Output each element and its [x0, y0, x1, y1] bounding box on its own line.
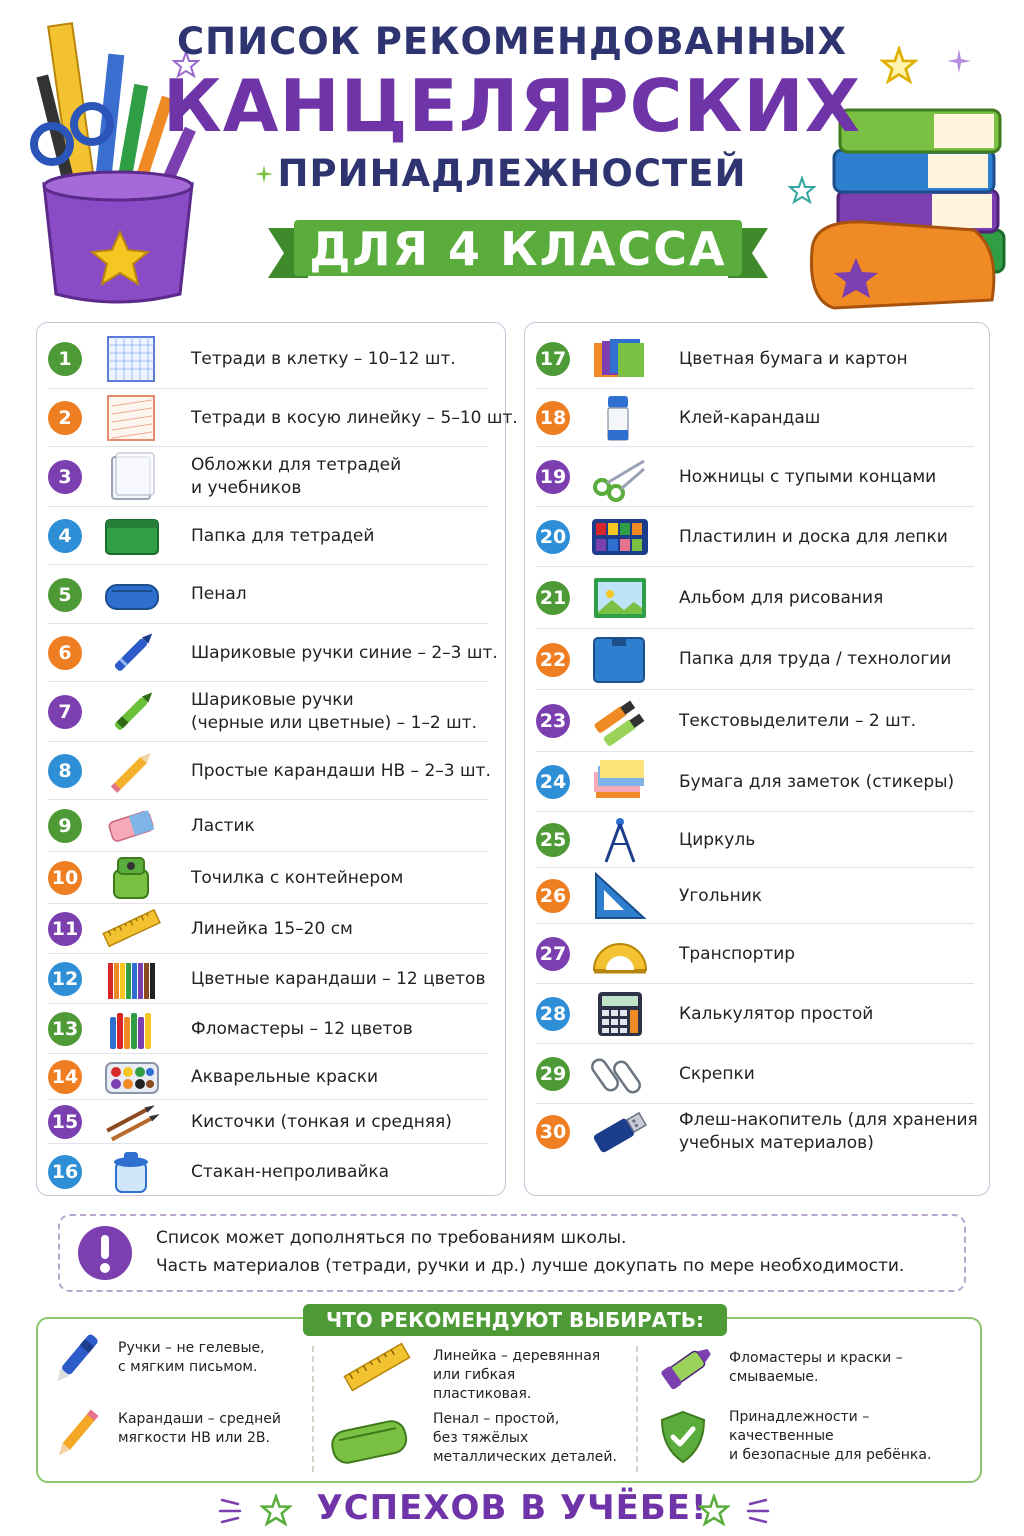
footer-wish: УСПЕХОВ В УЧЁБЕ!: [316, 1488, 708, 1528]
tip-text: Фломастеры и краски – смываемые.: [729, 1350, 903, 1385]
tip-text: Пенал – простой, без тяжёлых металлических деталей.: [433, 1411, 617, 1465]
grade-ribbon-text: ДЛЯ 4 КЛАССА: [309, 222, 727, 276]
item-number: 4: [48, 519, 82, 553]
row-divider: [48, 446, 488, 447]
row-divider: [536, 751, 974, 752]
item-number: 19: [536, 460, 570, 494]
ruler-icon: [102, 903, 162, 955]
green-pen-icon: [102, 686, 162, 738]
pencil-case-icon: [102, 569, 162, 621]
row-divider: [536, 1043, 974, 1044]
item-label: Обложки для тетрадей и учебников: [191, 455, 402, 498]
item-number: 9: [48, 809, 82, 843]
item-number: 1: [48, 342, 82, 376]
color-paper-icon: [590, 333, 650, 385]
item-number: 24: [536, 765, 570, 799]
item-label: Простые карандаши НВ – 2–3 шт.: [191, 760, 491, 781]
paperclips-icon: [590, 1048, 650, 1100]
row-divider: [536, 1103, 974, 1104]
row-divider: [48, 623, 488, 624]
compass-icon: [590, 814, 650, 866]
row-divider: [536, 983, 974, 984]
water-cup-icon: [102, 1146, 162, 1198]
row-divider: [48, 741, 488, 742]
item-number: 5: [48, 578, 82, 612]
item-number: 3: [48, 460, 82, 494]
item-label: Скрепки: [679, 1063, 755, 1084]
sketchbook-icon: [590, 572, 650, 624]
item-number: 21: [536, 581, 570, 615]
item-number: 20: [536, 520, 570, 554]
item-number: 28: [536, 997, 570, 1031]
item-label: Альбом для рисования: [679, 587, 884, 608]
sparkle-lines-icon: [218, 1496, 244, 1526]
lined-notebook-icon: [102, 392, 162, 444]
item-label: Бумага для заметок (стикеры): [679, 771, 955, 792]
item-label: Цветные карандаши – 12 цветов: [191, 968, 486, 989]
item-label: Тетради в косую линейку – 5–10 шт.: [191, 407, 518, 428]
tip-text: Ручки – не гелевые, с мягким письмом.: [118, 1340, 265, 1375]
row-divider: [536, 566, 974, 567]
cover-icon: [102, 451, 162, 503]
row-divider: [48, 1143, 488, 1144]
item-label: Текстовыделители – 2 шт.: [679, 710, 916, 731]
title-line-2: КАНЦЕЛЯРСКИХ: [162, 64, 862, 148]
item-label: Калькулятор простой: [679, 1003, 874, 1024]
item-number: 27: [536, 937, 570, 971]
usb-drive-icon: [590, 1106, 650, 1158]
blue-pen-icon: [102, 627, 162, 679]
star-icon: [698, 1494, 730, 1526]
item-number: 6: [48, 636, 82, 670]
item-number: 14: [48, 1060, 82, 1094]
item-label: Пластилин и доска для лепки: [679, 526, 948, 547]
item-number: 13: [48, 1012, 82, 1046]
item-number: 30: [536, 1115, 570, 1149]
item-label: Акварельные краски: [191, 1066, 379, 1087]
shield-check-icon: [660, 1410, 706, 1464]
highlighter-icon: [590, 695, 650, 747]
set-square-icon: [590, 870, 650, 922]
row-divider: [48, 564, 488, 565]
note-line-1: Список может дополняться по требованиям школы.: [156, 1228, 627, 1248]
eraser-icon: [102, 800, 162, 852]
item-label: Циркуль: [679, 829, 756, 850]
folder-icon: [102, 510, 162, 562]
item-number: 23: [536, 704, 570, 738]
blue-folder-icon: [590, 634, 650, 686]
item-label: Ножницы с тупыми концами: [679, 466, 937, 487]
calculator-icon: [590, 988, 650, 1040]
tip-text: Принадлежности – качественные и безопасные для ребёнка.: [729, 1409, 932, 1463]
row-divider: [48, 506, 488, 507]
item-number: 25: [536, 823, 570, 857]
row-divider: [536, 388, 974, 389]
item-number: 2: [48, 401, 82, 435]
item-label: Стакан-непроливайка: [191, 1161, 390, 1182]
item-number: 29: [536, 1057, 570, 1091]
item-number: 22: [536, 643, 570, 677]
brushes-icon: [102, 1096, 162, 1148]
row-divider: [536, 689, 974, 690]
item-number: 18: [536, 401, 570, 435]
row-divider: [536, 446, 974, 447]
item-label: Шариковые ручки синие – 2–3 шт.: [191, 642, 498, 663]
item-label: Угольник: [679, 885, 763, 906]
item-number: 10: [48, 861, 82, 895]
grid-notebook-icon: [102, 333, 162, 385]
color-pencils-icon: [102, 953, 162, 1005]
row-divider: [536, 923, 974, 924]
scissors-icon: [590, 451, 650, 503]
item-label: Линейка 15–20 см: [191, 918, 353, 939]
tips-divider: [312, 1346, 314, 1472]
item-label: Фломастеры – 12 цветов: [191, 1018, 413, 1039]
item-label: Флеш-накопитель (для хранения учебных материалов): [679, 1110, 978, 1153]
item-label: Цветная бумага и картон: [679, 348, 908, 369]
item-label: Пенал: [191, 584, 247, 604]
plasticine-icon: [590, 511, 650, 563]
pencil-case-icon: [326, 1412, 412, 1470]
title-line-1: СПИСОК РЕКОМЕНДОВАННЫХ: [176, 20, 847, 63]
item-number: 26: [536, 879, 570, 913]
item-label: Транспортир: [679, 943, 796, 964]
ruler-icon: [342, 1340, 412, 1394]
tips-title: ЧТО РЕКОМЕНДУЮТ ВЫБИРАТЬ:: [303, 1304, 727, 1336]
item-label: Клей-карандаш: [679, 407, 821, 428]
item-number: 12: [48, 962, 82, 996]
item-label: Папка для тетрадей: [191, 525, 375, 546]
sparkle-lines-icon: [744, 1496, 770, 1526]
tip-text: Карандаши – средней мягкости НВ или 2В.: [118, 1411, 281, 1446]
item-label: Тетради в клетку – 10–12 шт.: [191, 348, 456, 369]
row-divider: [48, 388, 488, 389]
exclamation-icon: [76, 1224, 134, 1282]
item-number: 16: [48, 1155, 82, 1189]
tip-text: Линейка – деревянная или гибкая пластиковая.: [433, 1348, 601, 1402]
item-label: Ластик: [191, 815, 255, 836]
protractor-icon: [590, 928, 650, 980]
row-divider: [48, 681, 488, 682]
item-label: Шариковые ручки (черные или цветные) – 1–2 шт.: [191, 690, 477, 733]
glue-stick-icon: [590, 392, 650, 444]
row-divider: [536, 506, 974, 507]
title-line-3: ПРИНАДЛЕЖНОСТЕЙ: [277, 152, 747, 195]
row-divider: [536, 811, 974, 812]
pencil-icon: [48, 1404, 104, 1466]
item-label: Точилка с контейнером: [191, 867, 404, 888]
item-number: 7: [48, 695, 82, 729]
pencil-icon: [102, 745, 162, 797]
item-number: 15: [48, 1105, 82, 1139]
note-box: [58, 1214, 966, 1292]
pen-icon: [48, 1328, 104, 1390]
star-icon: [260, 1494, 292, 1526]
row-divider: [536, 867, 974, 868]
note-line-2: Часть материалов (тетради, ручки и др.) лучше докупать по мере необходимости.: [156, 1256, 905, 1276]
marker-icon: [656, 1340, 718, 1394]
tips-divider: [636, 1346, 638, 1472]
item-number: 8: [48, 754, 82, 788]
sharpener-icon: [102, 852, 162, 904]
sticky-notes-icon: [590, 756, 650, 808]
markers-icon: [102, 1003, 162, 1055]
item-number: 11: [48, 912, 82, 946]
row-divider: [536, 628, 974, 629]
item-number: 17: [536, 342, 570, 376]
item-label: Кисточки (тонкая и средняя): [191, 1111, 452, 1132]
item-label: Папка для труда / технологии: [679, 649, 952, 669]
